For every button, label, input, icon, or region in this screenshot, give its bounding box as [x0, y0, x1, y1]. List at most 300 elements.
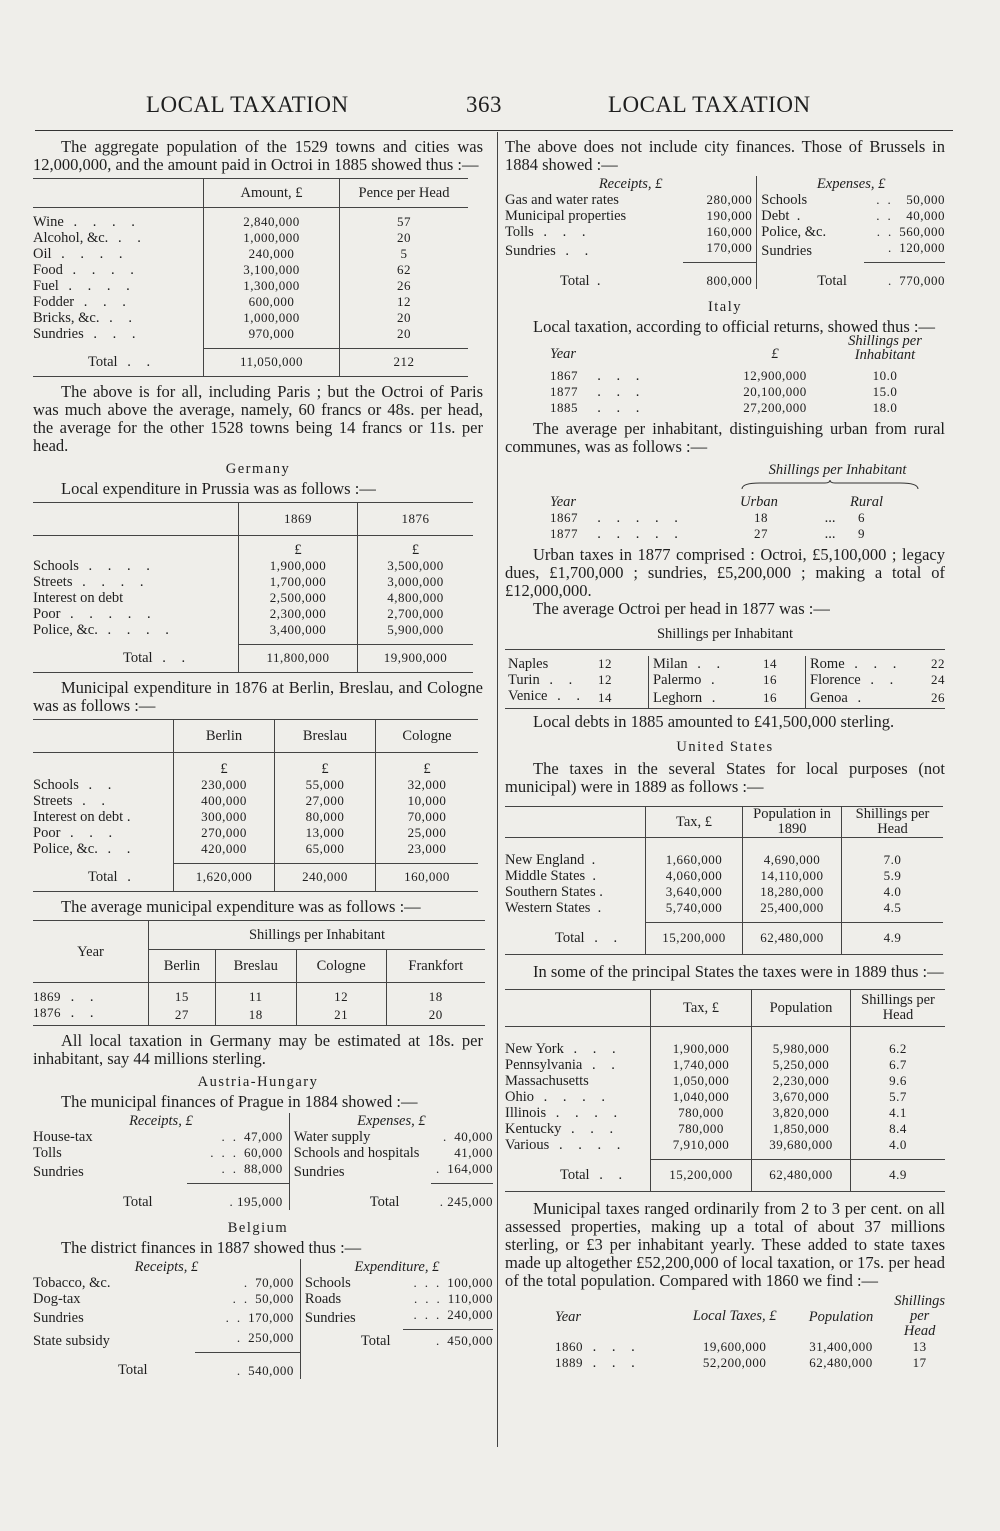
brussels-table: [505, 176, 945, 289]
table-row: Turin . . 12 Palermo . 16 Florence . . 24: [508, 672, 945, 688]
row-label: Sundries: [33, 1310, 84, 1327]
cell: 3,820,000: [752, 1105, 851, 1121]
cell: 20: [386, 1005, 485, 1026]
urban-table: [515, 462, 935, 542]
total-row: Total . 1,620,000 240,000 160,000: [33, 863, 478, 892]
germany-note: All local taxation in Germany may be estimated at 18s. per inhabitant, say 44 millions sterling.: [33, 1031, 483, 1068]
cell: 12: [340, 294, 469, 310]
cell: 300,000: [174, 809, 275, 825]
cell: 230,000: [174, 777, 275, 793]
row-label: Debt: [761, 208, 790, 224]
table-row: Illinois . . . . 780,000 3,820,000 4.1: [505, 1105, 945, 1121]
cell: 3,500,000: [358, 558, 474, 574]
cell: 18: [215, 1005, 296, 1026]
urban-header: Urban: [740, 494, 778, 510]
cell: 14: [598, 690, 612, 705]
cell: 3,670,000: [752, 1089, 851, 1105]
cell: 1,040,000: [651, 1089, 752, 1105]
row-label: 1869: [33, 989, 61, 1004]
cell: 4.9: [842, 922, 944, 955]
city-name: Turin: [508, 672, 540, 688]
table-row: Municipal properties 190,000 Debt . . . 40,000: [505, 208, 945, 224]
group-header: Shillings per Inhabitant: [768, 462, 907, 478]
table-row: Schools . . 230,000 55,000 32,000: [33, 777, 478, 793]
row-label: Southern States: [505, 884, 596, 900]
cell: 27: [149, 1005, 216, 1026]
shillings-header: Shillings per Head: [842, 807, 944, 838]
cell: 27,200,000: [743, 400, 807, 415]
cell: 41,000: [454, 1145, 493, 1160]
table-row: Interest on debt . 300,000 80,000 70,000: [33, 809, 478, 825]
total-label: Total: [757, 263, 864, 290]
prussia-table: [33, 502, 473, 673]
row-label: Fodder: [33, 294, 75, 310]
table-row: Various . . . . 7,910,000 39,680,000 4.0: [505, 1137, 945, 1153]
cell: 20: [340, 326, 469, 342]
header-rule: [35, 130, 953, 131]
octroi-pence-header: Pence per Head: [340, 179, 469, 208]
row-label: Various: [505, 1137, 550, 1153]
urban-taxes: Urban taxes in 1877 comprised : Octroi, £5,100,000 ; legacy dues, £1,700,000 ; sundries, £5,200,000 ; making a total of £12,000,000.: [505, 545, 945, 600]
table-row: Food . . . . 3,100,000 62: [33, 262, 468, 278]
cell: 70,000: [376, 809, 479, 825]
cell: 11,800,000: [239, 644, 358, 673]
cell: 12: [598, 672, 612, 687]
cell: 13,000: [275, 825, 376, 841]
cell: 400,000: [174, 793, 275, 809]
total-row: Total . . 15,200,000 62,480,000 4.9: [505, 1159, 945, 1192]
row-label: Tobacco, &c.: [33, 1275, 111, 1291]
cell: 6.2: [851, 1041, 946, 1057]
cell: 12,900,000: [743, 368, 807, 383]
table-row: 1869 . . 15 11 12 18: [33, 989, 485, 1005]
cell: 1,050,000: [651, 1073, 752, 1089]
cell: 27,000: [275, 793, 376, 809]
table-row: Police, &c. . . 420,000 65,000 23,000: [33, 841, 478, 857]
cell: 50,000: [255, 1291, 294, 1306]
cell: 212: [340, 348, 469, 377]
table-row: Naples 12 Milan . . 14 Rome . . . 22: [505, 656, 945, 672]
table-row: 1876 . . 27 18 21 20: [33, 1005, 485, 1026]
cell: 6: [858, 510, 865, 525]
cell: 18.0: [872, 400, 898, 415]
cell: 9: [858, 526, 865, 541]
cell: 50,000: [906, 192, 945, 207]
total-row: Total . 800,000 Total . 770,000: [505, 263, 945, 290]
expenses-header: Expenses, £: [289, 1113, 493, 1129]
cell: 2,700,000: [358, 606, 474, 622]
cell: 19,600,000: [702, 1339, 767, 1354]
cell: 240,000: [204, 246, 340, 262]
row-label: Police, &c.: [33, 841, 98, 857]
cell: 25,400,000: [743, 900, 842, 916]
table-row: 1860 . . . 19,600,000 31,400,000 13: [505, 1339, 945, 1355]
table-row: 1889 . . . 52,200,000 62,480,000 17: [505, 1355, 945, 1371]
cell: 5,980,000: [752, 1041, 851, 1057]
table-row: House-tax . . 47,000 Water supply . 40,000: [33, 1129, 493, 1145]
city-header: Cologne: [376, 720, 479, 753]
table-row: Dog-tax . . 50,000 Roads . . . 110,000: [33, 1291, 493, 1307]
cell: 240,000: [275, 863, 376, 892]
octroi-intro-italy: The average Octroi per head in 1877 was :—: [533, 599, 830, 618]
cell: 13: [912, 1339, 927, 1354]
row-label: New England: [505, 852, 585, 868]
table-row: 1867 . . . 12,900,000 10.0: [515, 368, 935, 384]
year-header: Year: [550, 346, 577, 362]
table-row: [505, 1073, 945, 1089]
cell: 195,000: [237, 1194, 283, 1209]
table-row: New England . 1,660,000 4,690,000 7.0: [505, 852, 943, 868]
us-intro: The taxes in the several States for local purposes (not municipal) were in 1889 as follows :—: [505, 759, 945, 796]
cell: 190,000: [706, 208, 753, 223]
city-header: Breslau: [215, 950, 296, 983]
total-row: Total . 540,000: [33, 1352, 493, 1379]
unit-label: £: [239, 536, 358, 559]
cell: 450,000: [447, 1333, 493, 1348]
cell: 100,000: [447, 1275, 493, 1290]
cities-table: [505, 649, 945, 709]
row-label: Gas and water rates: [505, 192, 619, 208]
cell: 39,680,000: [752, 1137, 851, 1153]
unit-label: £: [174, 753, 275, 778]
cell: 4,690,000: [743, 852, 842, 868]
row-label: Tolls: [505, 224, 534, 240]
row-label: Police, &c.: [33, 622, 98, 638]
row-label: Municipal properties: [505, 208, 627, 224]
row-label: Illinois: [505, 1105, 547, 1121]
table-row: Wine . . . . 2,840,000 57: [33, 214, 468, 230]
city-header: Cologne: [296, 950, 386, 983]
rural-header: Rural: [850, 494, 884, 510]
cell: 20: [340, 310, 469, 326]
brace-icon: [740, 480, 920, 490]
row-label: 1867: [550, 510, 578, 525]
cell: 780,000: [651, 1121, 752, 1137]
cell: 240,000: [447, 1307, 493, 1322]
table-row: Streets . . . . 1,700,000 3,000,000: [33, 574, 473, 590]
cell: 40,000: [454, 1129, 493, 1144]
cell: 560,000: [899, 224, 945, 239]
table-row: Sundries . . 170,000 Sundries . . . 240,000: [33, 1307, 493, 1330]
row-label: State subsidy: [33, 1332, 110, 1349]
octroi-intro: The aggregate population of the 1529 towns and cities was 12,000,000, and the amount paid in Octroi in 1885 showed thus :—: [33, 137, 483, 174]
avg-table: [33, 920, 485, 1026]
cell: 160,000: [376, 863, 479, 892]
city-name: Naples: [508, 656, 549, 672]
city-name: Palermo: [653, 672, 702, 688]
table-row: Southern States . 3,640,000 18,280,000 4.0: [505, 884, 943, 900]
cell: 7.0: [842, 852, 944, 868]
cell: 1,900,000: [651, 1041, 752, 1057]
city-header: Breslau: [275, 720, 376, 753]
cell: 15: [149, 989, 216, 1005]
cell: 60,000: [244, 1145, 283, 1160]
table-row: Sundries . . 88,000 Sundries . 164,000: [33, 1161, 493, 1184]
row-label: 1877: [550, 384, 578, 399]
row-label: Poor: [33, 606, 61, 622]
municipal-intro: Municipal expenditure in 1876 at Berlin, Breslau, and Cologne was as follows :—: [33, 678, 483, 715]
row-label: Sundries: [289, 1161, 431, 1184]
cell: 160,000: [706, 224, 753, 239]
us-heading: United States: [676, 739, 774, 755]
table-row: Streets . . 400,000 27,000 10,000: [33, 793, 478, 809]
city-header: Berlin: [149, 950, 216, 983]
total-row: Total . . 15,200,000 62,480,000 4.9: [505, 922, 943, 955]
cell: 16: [763, 672, 777, 687]
cell: 88,000: [244, 1161, 283, 1176]
row-label: Sundries: [33, 326, 84, 342]
city-header: Berlin: [174, 720, 275, 753]
table-row: Police, &c. . . . . 3,400,000 5,900,000: [33, 622, 473, 638]
total-label: Total: [118, 1362, 148, 1379]
cell: 3,000,000: [358, 574, 474, 590]
belgium-heading: Belgium: [227, 1220, 289, 1236]
belgium-intro: The district finances in 1887 showed thus :—: [61, 1238, 362, 1257]
row-label: Food: [33, 262, 63, 278]
cell: 800,000: [706, 273, 753, 288]
compare-table: [505, 1294, 945, 1371]
cell: 1,000,000: [204, 310, 340, 326]
brussels-intro: The above does not include city finances. Those of Brussels in 1884 showed :—: [505, 137, 945, 174]
cell: 5.7: [851, 1089, 946, 1105]
row-label: New York: [505, 1041, 564, 1057]
table-row: 1877 . . . . . 27 ... 9: [515, 526, 935, 542]
table-row: New York . . . 1,900,000 5,980,000 6.2: [505, 1041, 945, 1057]
cell: 5,250,000: [752, 1057, 851, 1073]
cell: 11,050,000: [204, 348, 340, 377]
cell: 10,000: [376, 793, 479, 809]
cell: 47,000: [244, 1129, 283, 1144]
cell: 5.9: [842, 868, 944, 884]
table-row: Kentucky . . . 780,000 1,850,000 8.4: [505, 1121, 945, 1137]
municipal-taxes: Municipal taxes ranged ordinarily from 2 to 3 per cent. on all assessed properties, making up a total of about 37 millions sterling, or £3 per inhabitant yearly. These added to state taxes made up altogether £52,200,000 of local taxation, or 17s. per head of the total population. Compared with 1860 we find :—: [505, 1199, 945, 1290]
cell: 18: [386, 989, 485, 1005]
table-row: Western States . 5,740,000 25,400,000 4.5: [505, 900, 943, 916]
cell: 18,280,000: [743, 884, 842, 900]
states-intro: In some of the principal States the taxes were in 1889 thus :—: [533, 962, 944, 981]
cell: 8.4: [851, 1121, 946, 1137]
cell: 24: [931, 672, 945, 687]
cell: 62,480,000: [752, 1159, 851, 1192]
cell: 2,840,000: [204, 214, 340, 230]
paris-note: The above is for all, including Paris ; but the Octroi of Paris was much above the average, namely, 60 francs or 48s. per head, the average for the other 1528 towns being 14 francs or 11s. per head.: [33, 382, 483, 455]
right-column: [505, 138, 945, 1371]
cell: 280,000: [706, 192, 753, 207]
cell: 2,300,000: [239, 606, 358, 622]
cell: 12: [598, 656, 612, 671]
cell: 120,000: [899, 240, 945, 255]
table-row: Tolls . . . 60,000 Schools and hospitals 41,000: [33, 1145, 493, 1161]
total-label: Total: [300, 1330, 402, 1353]
table-row: Tobacco, &c. . 70,000 Schools . . . 100,000: [33, 1275, 493, 1291]
cell: 15,200,000: [651, 1159, 752, 1192]
table-row: Fodder . . . 600,000 12: [33, 294, 468, 310]
city-name: Venice: [508, 688, 548, 704]
shillings-header: Shillings per Head: [851, 990, 946, 1027]
prague-table: [33, 1113, 493, 1210]
us-regions-table: [505, 806, 943, 955]
cell: 5,740,000: [646, 900, 743, 916]
expenses-header: Expenses, £: [757, 176, 945, 192]
row-label: House-tax: [33, 1129, 93, 1145]
cell: 9.6: [851, 1073, 946, 1089]
row-label: Streets: [33, 574, 73, 590]
table-row: 1877 . . . 20,100,000 15.0: [515, 384, 935, 400]
row-label: Alcohol, &c.: [33, 230, 109, 246]
cell: 15.0: [872, 384, 898, 399]
row-label: Roads: [300, 1291, 402, 1307]
row-label: Sundries: [757, 240, 864, 263]
cell: 23,000: [376, 841, 479, 857]
unit-label: £: [376, 753, 479, 778]
table-row: Schools . . . . 1,900,000 3,500,000: [33, 558, 473, 574]
city-name: Rome: [810, 656, 845, 672]
population-header: Population: [752, 990, 851, 1027]
cell: 62,480,000: [809, 1355, 873, 1370]
column-divider: [497, 132, 498, 1447]
cell: 14,110,000: [743, 868, 842, 884]
cell: 15,200,000: [646, 922, 743, 955]
row-label: 1885: [550, 400, 578, 415]
cell: 270,000: [174, 825, 275, 841]
city-header: Frankfort: [386, 950, 485, 983]
row-label: Sundries: [505, 243, 556, 260]
page-number: 363: [466, 92, 502, 117]
tax-header: Tax, £: [651, 990, 752, 1027]
total-label: Total: [560, 272, 590, 289]
cell: 4.5: [842, 900, 944, 916]
table-row: Alcohol, &c. . . 1,000,000 20: [33, 230, 468, 246]
cell: 16: [763, 690, 777, 705]
population-header: Population: [808, 1308, 874, 1325]
row-label: 1877: [550, 526, 578, 541]
table-row: Sundries . . 170,000 Sundries . 120,000: [505, 240, 945, 263]
cell: 164,000: [447, 1161, 493, 1176]
cell: 1,300,000: [204, 278, 340, 294]
octroi-table: [33, 178, 468, 377]
table-row: Bricks, &c. . . 1,000,000 20: [33, 310, 468, 326]
row-label: Middle States: [505, 868, 586, 884]
cities-header: Shillings per Inhabitant: [656, 626, 794, 642]
row-label: Interest on debt: [33, 590, 124, 606]
row-label: Kentucky: [505, 1121, 562, 1137]
italy-table: [515, 334, 935, 416]
cell: 31,400,000: [809, 1339, 873, 1354]
group-header: Shillings per Inhabitant: [149, 921, 486, 950]
row-label: Wine: [33, 214, 64, 230]
austria-heading: Austria-Hungary: [197, 1074, 319, 1090]
cell: 170,000: [248, 1310, 294, 1326]
receipts-header: Receipts, £: [598, 176, 663, 192]
avg-intro: The average municipal expenditure was as follows :—: [61, 897, 421, 916]
italy-heading: Italy: [707, 299, 743, 315]
year-header: Year: [33, 921, 149, 983]
shillings-header: Shillings per Head: [894, 1293, 945, 1339]
cell: 540,000: [248, 1362, 294, 1378]
octroi-amount-header: Amount, £: [204, 179, 340, 208]
total-label: Total: [123, 650, 153, 666]
table-row: Sundries . . . 970,000 20: [33, 326, 468, 342]
total-label: Total: [123, 1193, 153, 1210]
cell: 27: [754, 526, 768, 541]
row-label: Schools: [33, 777, 79, 793]
total-label: Total: [289, 1184, 431, 1211]
italy-intro: Local taxation, according to official returns, showed thus :—: [533, 317, 936, 336]
table-row: Oil . . . . 240,000 5: [33, 246, 468, 262]
cell: 20,100,000: [743, 384, 807, 399]
total-label: Total: [560, 1167, 590, 1183]
cell: 1,660,000: [646, 852, 743, 868]
row-label: 1860: [555, 1339, 583, 1354]
prague-intro: The municipal finances of Prague in 1884 showed :—: [61, 1092, 418, 1111]
cell: 18: [754, 510, 768, 525]
total-row: Total . 195,000 Total . 245,000: [33, 1184, 493, 1211]
table-row: Venice . . 14 Leghorn . 16 Genoa . 26: [505, 688, 945, 709]
row-label: Dog-tax: [33, 1291, 81, 1307]
urban-intro: The average per inhabitant, distinguishing urban from rural communes, was as follows :—: [505, 419, 945, 456]
cell: 1,740,000: [651, 1057, 752, 1073]
cell: 26: [340, 278, 469, 294]
cell: 62,480,000: [743, 922, 842, 955]
cell: 17: [912, 1355, 927, 1370]
left-column: [33, 137, 493, 1379]
table-row: Ohio . . . . 1,040,000 3,670,000 5.7: [505, 1089, 945, 1105]
cell: 20: [340, 230, 469, 246]
table-row: Poor . . . . . 2,300,000 2,700,000: [33, 606, 473, 622]
expenditure-header: Expenditure, £: [300, 1259, 493, 1275]
row-label: Interest on debt: [33, 809, 124, 825]
cell: 65,000: [275, 841, 376, 857]
cell: 4.1: [851, 1105, 946, 1121]
municipal-table: [33, 719, 478, 892]
cell: 11: [215, 989, 296, 1005]
table-row: 1867 . . . . . 18 ... 6: [515, 510, 935, 526]
cell: 5: [340, 246, 469, 262]
cell: 250,000: [248, 1329, 294, 1345]
cell: 1,000,000: [204, 230, 340, 246]
total-label: Total: [555, 930, 585, 946]
cell: 780,000: [651, 1105, 752, 1121]
cell: 26: [931, 690, 945, 705]
cell: 1,700,000: [239, 574, 358, 590]
germany-heading: Germany: [225, 461, 291, 477]
amount-header: £: [771, 346, 779, 362]
table-row: Middle States . 4,060,000 14,110,000 5.9: [505, 868, 943, 884]
cell: 420,000: [174, 841, 275, 857]
row-label: Pennsylvania: [505, 1057, 583, 1073]
cell: 2,500,000: [239, 590, 358, 606]
shillings-header: Shillings per Inhabitant: [848, 333, 922, 363]
row-label: 1867: [550, 368, 578, 383]
cell: 770,000: [899, 273, 945, 288]
receipts-header: Receipts, £: [134, 1259, 199, 1275]
cell: 4.0: [842, 884, 944, 900]
total-row: Total . . 11,050,000 212: [33, 348, 468, 377]
row-label: Water supply: [289, 1129, 431, 1145]
cell: 25,000: [376, 825, 479, 841]
row-label: Massachusetts: [505, 1073, 589, 1089]
cell: 12: [296, 989, 386, 1005]
cell: 62: [340, 262, 469, 278]
city-name: Milan: [653, 656, 688, 672]
row-label: Streets: [33, 793, 73, 809]
year-header: 1876: [358, 503, 474, 536]
cell: 5,900,000: [358, 622, 474, 638]
table-row: State subsidy . 250,000 Total . 450,000: [33, 1330, 493, 1353]
row-label: Western States: [505, 900, 591, 916]
cell: 70,000: [255, 1275, 294, 1290]
table-row: Fuel . . . . 1,300,000 26: [33, 278, 468, 294]
